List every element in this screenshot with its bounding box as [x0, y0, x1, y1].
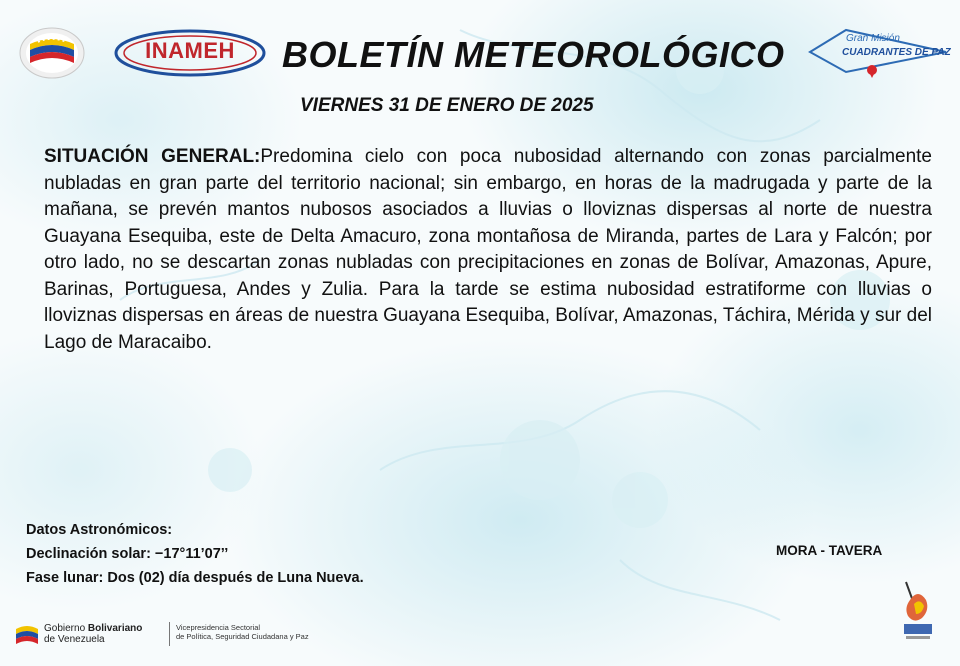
- authors: MORA - TAVERA: [776, 543, 883, 558]
- astronomical-heading: Datos Astronómicos:: [26, 522, 173, 538]
- mision-logo-small-text: Gran Misión: [846, 33, 900, 44]
- inameh-logo-text: INAMEH: [145, 38, 235, 63]
- cuadrantes-de-paz-logo: [806, 22, 954, 82]
- venezuela-seal-logo: [18, 26, 86, 80]
- gobierno-text: Gobierno Bolivariano de Venezuela: [44, 623, 143, 645]
- situacion-general-label: SITUACIÓN GENERAL:: [44, 146, 261, 167]
- situacion-general-paragraph: [44, 144, 932, 356]
- situacion-general-text: Predomina cielo con poca nubosidad alternando con zonas parcialmente nubladas en gran parte del territorio nacional; sin embargo, en horas de la madrugada y parte de la mañana, se prevén mantos nubosos asociados a lluvias o lloviznas dispersas al norte de nuestra Guayana Esequiba, este de Delta Amacuro, zona montañosa de Miranda, partes de Lara y Falcón; por otro lado, no se descartan zonas nubladas con precipitaciones en zonas de Bolívar, Amazonas, Apure, Barinas, Portuguesa, Andes y Zulia. Para la tarde se estima nubosidad estratiforme con lluvias o lloviznas dispersas en áreas de nuestra Guayana Esequiba, Bolívar, Amazonas, Táchira, Mérida y sur del Lago de Maracaibo.: [44, 146, 932, 353]
- bulletin-date: VIERNES 31 DE ENERO DE 2025: [300, 95, 594, 116]
- vicepresidencia-text: Vicepresidencia Sectorial de Política, Seguridad Ciudadana y Paz: [176, 623, 309, 641]
- solar-declination: Declinación solar: −17°11’07’’: [26, 546, 229, 562]
- bulletin-title: BOLETÍN METEOROLÓGICO: [282, 34, 785, 75]
- footer-divider: [169, 622, 170, 646]
- bicentenario-emblem: [896, 574, 940, 646]
- lunar-phase: Fase lunar: Dos (02) día después de Luna Nueva.: [26, 570, 364, 586]
- astronomical-data: [26, 518, 364, 590]
- government-footer-logo: [14, 618, 354, 652]
- inameh-logo: [112, 26, 268, 80]
- mision-logo-big-text: CUADRANTES DE PAZ: [842, 47, 951, 58]
